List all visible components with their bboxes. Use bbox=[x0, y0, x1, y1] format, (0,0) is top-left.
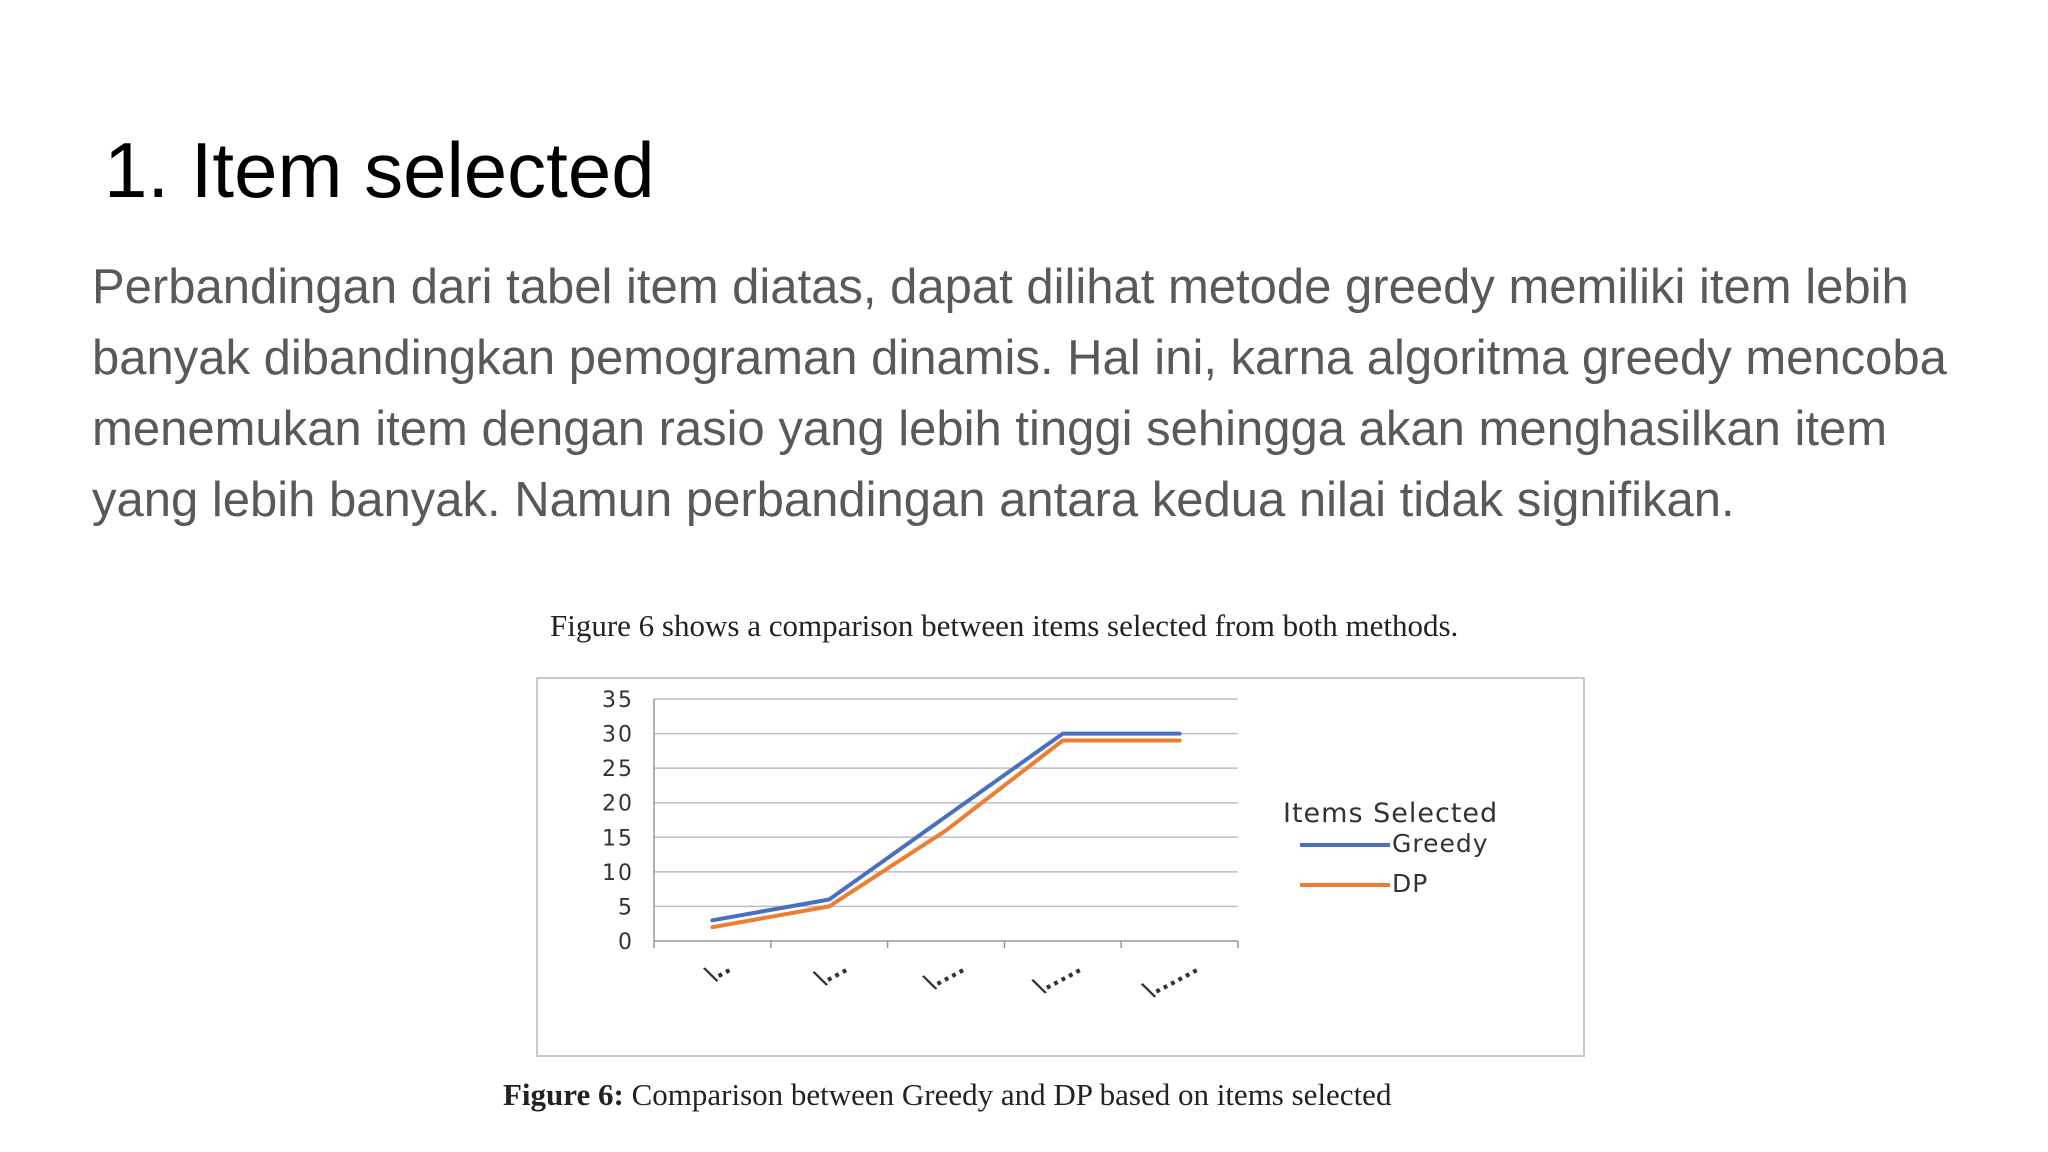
legend-swatch-dp bbox=[1300, 883, 1390, 887]
legend-label-greedy: Greedy bbox=[1392, 829, 1489, 858]
x-tick-label: \.... bbox=[920, 954, 969, 996]
y-tick-label: 30 bbox=[602, 722, 634, 748]
legend-label-dp: DP bbox=[1392, 869, 1429, 898]
figure-caption-label: Figure 6: bbox=[503, 1077, 624, 1112]
y-tick-label: 35 bbox=[602, 688, 634, 713]
slide-title: 1. Item selected bbox=[104, 126, 655, 214]
x-tick-label: \... bbox=[811, 954, 853, 992]
x-tick-label: \.. bbox=[701, 954, 736, 988]
slide-body-text: Perbandingan dari tabel item diatas, dapat dilihat metode greedy memiliki item lebih banyak dibandingkan pemograman dinamis. Hal ini, karna algoritma greedy mencoba menemukan item dengan rasio yang lebih tinggi sehingga akan menghasilkan item yang lebih banyak. Namun perbandingan antara kedua nilai tidak signifikan. bbox=[92, 260, 1947, 527]
x-tick-label: \..... bbox=[1029, 954, 1086, 1000]
legend-title: Items Selected bbox=[1283, 798, 1499, 829]
y-tick-label: 10 bbox=[602, 860, 634, 886]
y-tick-label: 5 bbox=[618, 895, 634, 921]
y-tick-label: 20 bbox=[602, 791, 634, 817]
chart-plot bbox=[538, 679, 1583, 1055]
x-tick-label: \...... bbox=[1139, 954, 1203, 1004]
legend-swatch-greedy bbox=[1300, 843, 1390, 847]
y-tick-label: 0 bbox=[618, 930, 634, 955]
figure-caption-text: Comparison between Greedy and DP based on items selected bbox=[623, 1077, 1392, 1112]
series-line-greedy bbox=[712, 734, 1179, 921]
y-tick-label: 25 bbox=[602, 757, 634, 783]
figure-intro-caption: Figure 6 shows a comparison between items selected from both methods. bbox=[550, 608, 1459, 643]
line-chart bbox=[536, 677, 1585, 1057]
figure-caption bbox=[503, 1075, 1391, 1115]
y-tick-label: 15 bbox=[602, 826, 634, 852]
